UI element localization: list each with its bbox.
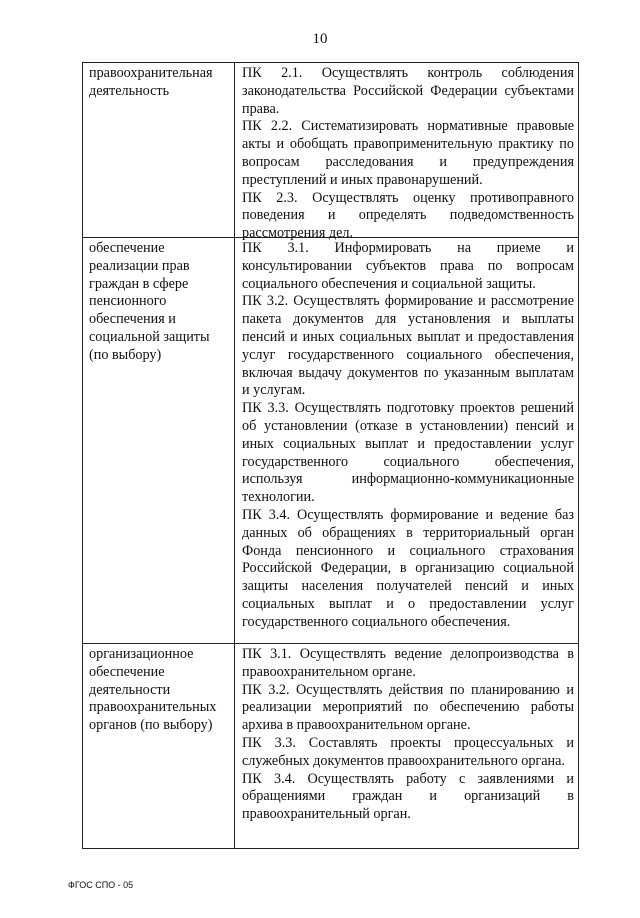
competencies-cell (235, 238, 578, 643)
competency-item: ПК 3.1. Осуществлять ведение делопроизводства в правоохранительном органе. (242, 646, 574, 680)
activity-area-cell: обеспечение реализации прав граждан в сфере пенсионного обеспечения и социальной защиты (по выбору) (83, 238, 235, 643)
competency-item: ПК 3.2. Осуществлять формирование и рассмотрение пакета документов для установления и выплаты пенсий и иных социальных выплат и предоставления услуг государственного социального обеспечения, включая выдачу документов по указанным выплатам и услугам. (242, 293, 574, 399)
page-number: 10 (312, 31, 328, 47)
competencies-cell (235, 644, 578, 848)
competency-item: ПК 3.3. Осуществлять подготовку проектов решений об установлении (отказе в установлении) пенсий и иных социальных выплат и предоставлении услуг государственного социального обеспечения, используя информационно-коммуникационные технологии. (242, 400, 574, 506)
table-row (83, 63, 578, 242)
competency-item: ПК 3.4. Осуществлять формирование и ведение баз данных об обращениях в территориальный орган Фонда пенсионного и социального страхования Российской Федерации, в организацию социальной защиты населения получателей пенсий и иных социальных выплат и о предоставлении услуг государственного социального обеспечения. (242, 506, 574, 630)
competency-item: ПК 2.2. Систематизировать нормативные правовые акты и обобщать правоприменительную практику по вопросам расследования и предупреждения преступлений и иных правонарушений. (242, 118, 574, 188)
competencies-cell (235, 63, 578, 242)
competency-item: ПК 2.3. Осуществлять оценку противоправного поведения и определять подведомственность рассмотрения дел. (242, 189, 574, 242)
table-row (83, 643, 578, 848)
competency-item: ПК 3.2. Осуществлять действия по планированию и реализации мероприятий по обеспечению работы архива в правоохранительном органе. (242, 681, 574, 734)
competency-item: ПК 3.4. Осуществлять работу с заявлениями и обращениями граждан и организаций в правоохранительный орган. (242, 770, 574, 823)
competency-item: ПК 2.1. Осуществлять контроль соблюдения законодательства Российской Федерации субъектами права. (242, 65, 574, 117)
competency-item: ПК 3.3. Составлять проекты процессуальных и служебных документов правоохранительного органа. (242, 734, 574, 769)
activity-area-cell: правоохранительная деятельность (83, 63, 235, 237)
table-row (83, 237, 578, 643)
activity-area-cell: организационное обеспечение деятельности правоохранительных органов (по выбору) (83, 644, 235, 848)
competency-item: ПК 3.1. Информировать на приеме и консультировании субъектов права по вопросам социального обеспечения и социальной защиты. (242, 240, 574, 292)
competency-table (82, 62, 579, 849)
footer-code: ФГОС СПО - 05 (68, 880, 134, 890)
